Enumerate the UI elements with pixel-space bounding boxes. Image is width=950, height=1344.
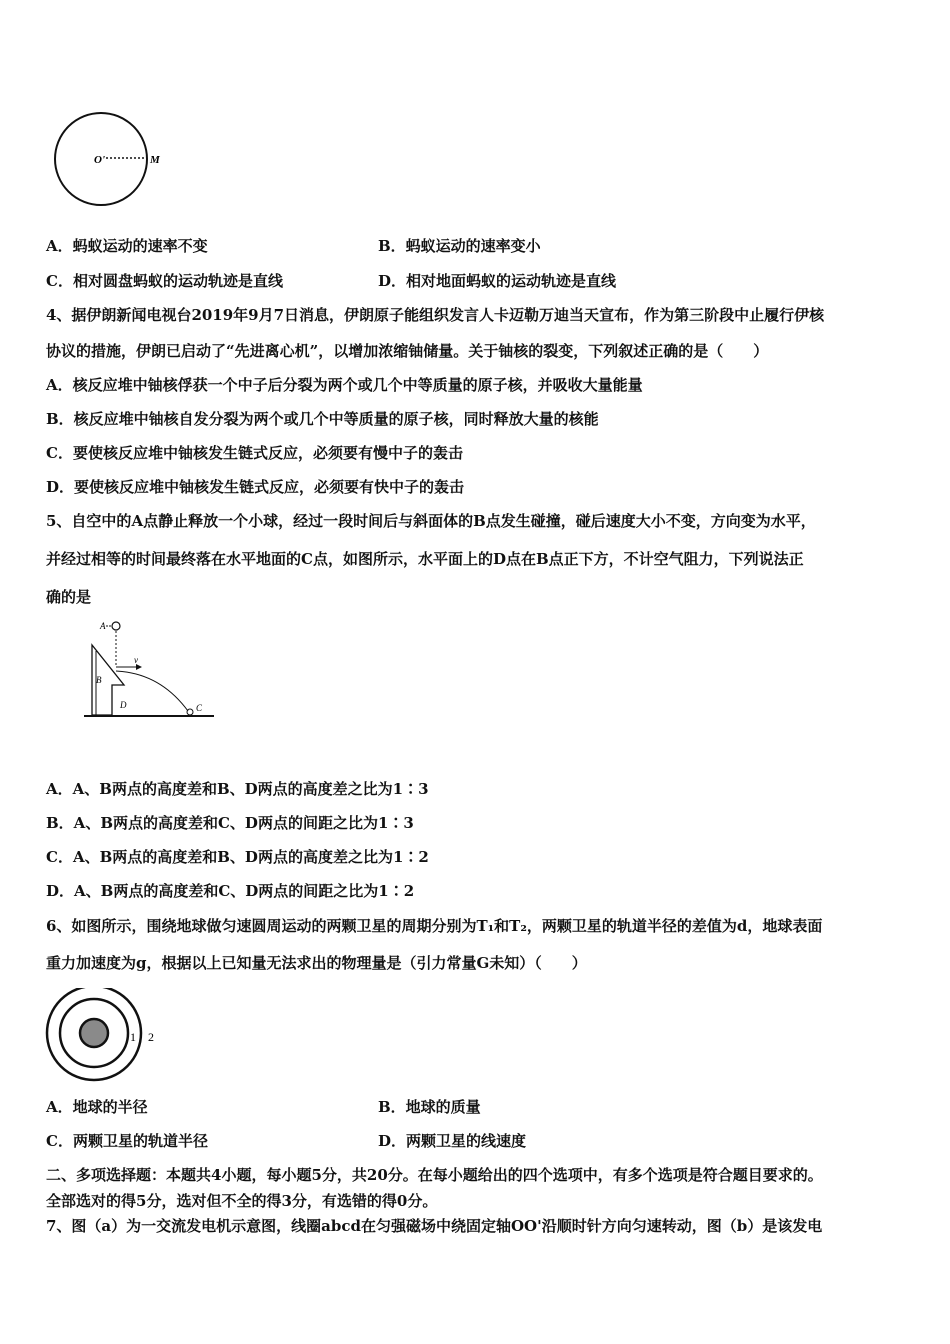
q5-option-a: A．A、B两点的高度差和B、D两点的高度差之比为1∶3 [46,780,429,798]
label-v: v [134,655,138,665]
q3-option-b: B．蚂蚁运动的速率变小 [378,237,541,255]
q5-stem-line1: 5、自空中的A点静止释放一个小球，经过一段时间后与斜面体的B点发生碰撞，碰后速度大小不变，方向变为水平， [46,512,816,530]
q6-option-d: D．两颗卫星的线速度 [378,1132,527,1150]
q3-option-c: C．相对圆盘蚂蚁的运动轨迹是直线 [46,272,283,290]
label-b: B [96,675,102,685]
satellite-orbits-figure [40,988,170,1084]
q7-stem-line1: 7、图（a）为一交流发电机示意图，线圈abcd在匀强磁场中绕固定轴OO'沿顺时针方向匀速转动，图（b）是该发电 [46,1217,823,1235]
q6-option-c: C．两颗卫星的轨道半径 [46,1132,208,1150]
trajectory [116,671,188,711]
q4-option-b: B．核反应堆中铀核自发分裂为两个或几个中等质量的原子核，同时释放大量的核能 [46,410,599,428]
earth [80,1019,108,1047]
q5-stem-line3: 确的是 [46,588,92,606]
label-m: M [150,154,160,166]
section2-line2: 全部选对的得5分，选对但不全的得3分，有选错的得0分。 [46,1192,438,1210]
ball [112,622,120,630]
q6-option-b: B．地球的质量 [378,1098,481,1116]
q6-option-a: A．地球的半径 [46,1098,148,1116]
incline-projectile-figure [80,615,220,735]
q3-option-d: D．相对地面蚂蚁的运动轨迹是直线 [378,272,617,290]
q4-option-d: D．要使核反应堆中铀核发生链式反应，必须要有快中子的轰击 [46,478,465,496]
section2-line1: 二、多项选择题：本题共4小题，每小题5分，共20分。在每小题给出的四个选项中，有多个选项是符合题目要求的。 [46,1166,823,1184]
q3-option-a: A．蚂蚁运动的速率不变 [46,237,208,255]
rotating-disc-figure [44,110,184,208]
label-orbit-1: 1 [130,1030,136,1044]
landing-point [187,709,193,715]
q4-option-c: C．要使核反应堆中铀核发生链式反应，必须要有慢中子的轰击 [46,444,463,462]
q5-option-c: C．A、B两点的高度差和B、D两点的高度差之比为1∶2 [46,848,429,866]
q5-option-d: D．A、B两点的高度差和C、D两点的间距之比为1∶2 [46,882,415,900]
label-orbit-2: 2 [148,1030,154,1044]
label-c: C [196,703,203,713]
q6-stem-line2: 重力加速度为g，根据以上已知量无法求出的物理量是（引力常量G未知）（ ） [46,954,587,972]
q5-stem-line2: 并经过相等的时间最终落在水平地面的C点，如图所示，水平面上的D点在B点正下方，不计空气阻力，下列说法正 [46,550,804,568]
q4-stem-line2: 协议的措施，伊朗已启动了“先进离心机”，以增加浓缩铀储量。关于铀核的裂变，下列叙述正确的是（ ） [46,342,769,360]
q4-stem-line1: 4、据伊朗新闻电视台2019年9月7日消息，伊朗原子能组织发言人卡迈勒万迪当天宣布，作为第三阶段中止履行伊核 [46,306,825,324]
q4-option-a: A．核反应堆中铀核俘获一个中子后分裂为两个或几个中等质量的原子核，并吸收大量能量 [46,376,643,394]
q6-stem-line1: 6、如图所示，围绕地球做匀速圆周运动的两颗卫星的周期分别为T₁和T₂，两颗卫星的轨道半径的差值为d，地球表面 [46,917,823,935]
label-o-prime: O' [94,154,105,166]
label-a: A [100,621,106,631]
label-d: D [120,700,127,710]
q5-option-b: B．A、B两点的高度差和C、D两点的间距之比为1∶3 [46,814,414,832]
